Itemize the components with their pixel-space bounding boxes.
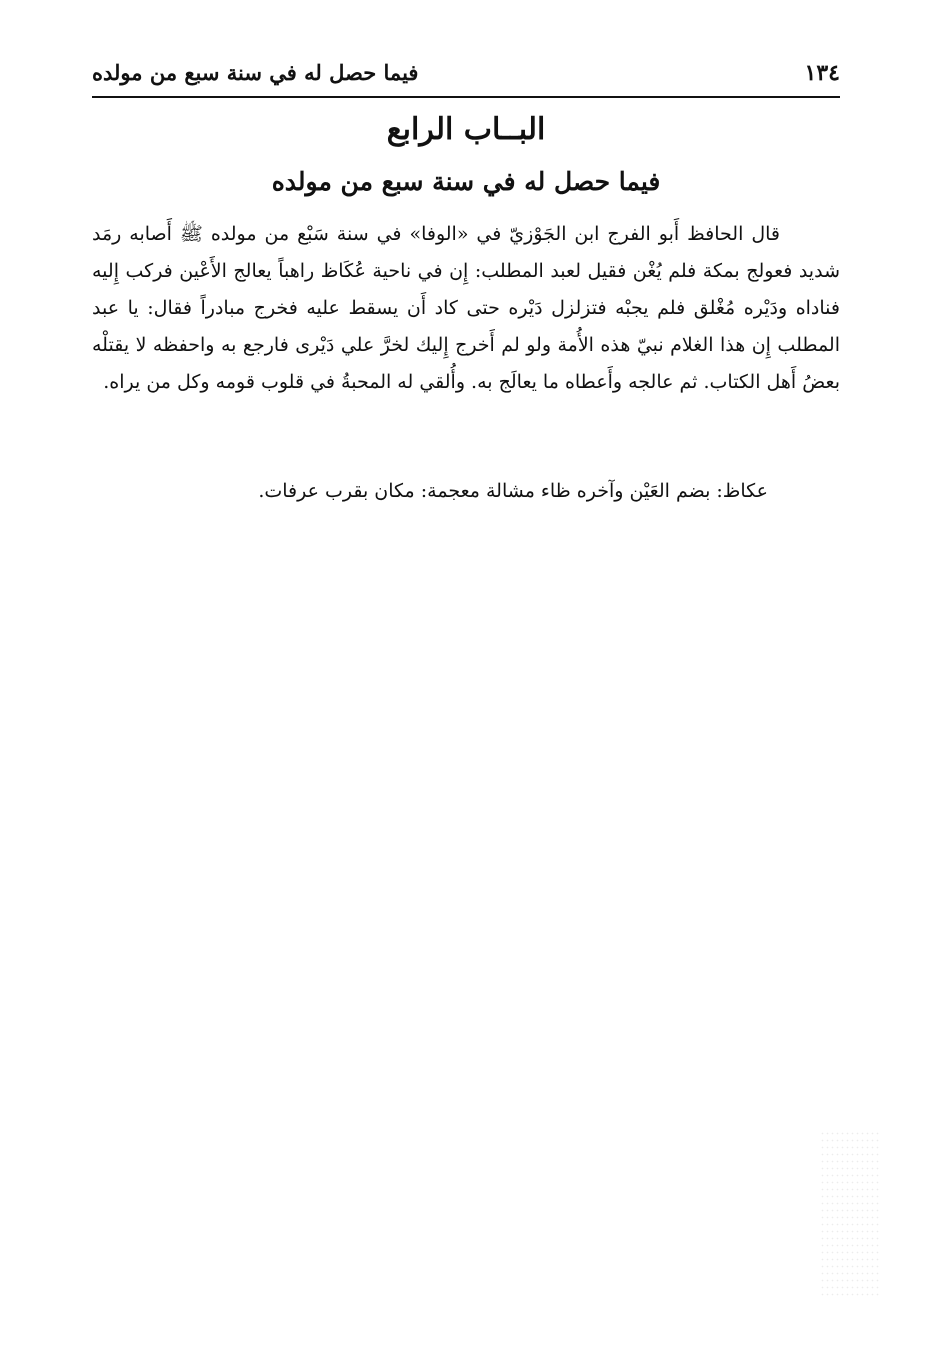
running-title: فيما حصل له في سنة سبع من مولده	[92, 60, 419, 85]
footnote: عكاظ: بضم العَيْن وآخره ظاء مشالة معجمة: مكان بقرب عرفات.	[258, 480, 768, 502]
page-number: ١٣٤	[804, 60, 840, 86]
scan-artifact	[820, 1130, 880, 1300]
chapter-subtitle: فيما حصل له في سنة سبع من مولده	[271, 167, 661, 196]
body-paragraph	[92, 216, 840, 401]
chapter-title: البــاب الرابع	[386, 112, 546, 147]
body-paragraph-text: قال الحافظ أَبو الفرج ابن الجَوْزيّ في «الوفا» في سنة سَبْع من مولده ﷺ أَصابه رمَد شديد فعولج بمكة فلم يُغْن فقيل لعبد المطلب: إِن في ناحية عُكَاظ راهباً يعالج الأَعْين فركب إِليه فناداه ودَيْره مُغْلق فلم يجبْه فتزلزل دَيْره حتى كاد أَن يسقط عليه فخرج مبادراً فقال: يا عبد المطلب إِن هذا الغلام نبيّ هذه الأُمة ولو لم أَخرج إِليك لخرَّ علي دَيْرى فارجع به واحفظه لا يقتلْه بعضُ أَهل الكتاب. ثم عالجه وأَعطاه ما يعالَج به. وأُلقي له المحبةُ في قلوب قومه وكل من يراه.	[92, 223, 840, 393]
page-header	[92, 58, 840, 98]
